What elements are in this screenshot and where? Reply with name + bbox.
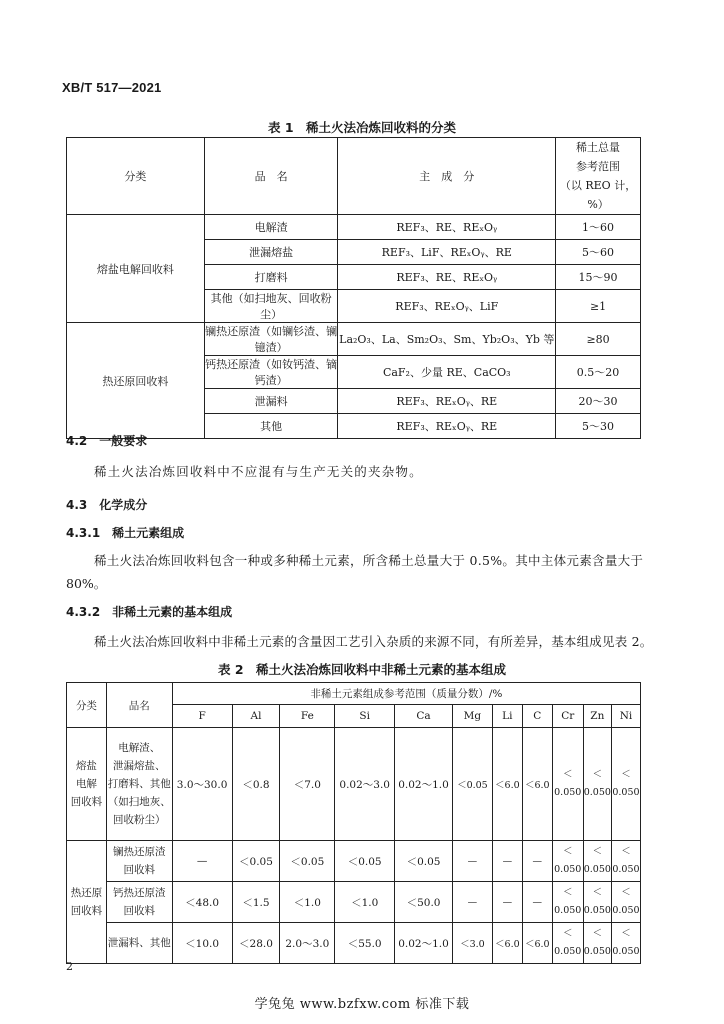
table1-comp-cell: CaF₂、少量 RE、CaCO₃ <box>338 356 556 389</box>
table2-name-cell: 钙热还原渣 回收料 <box>106 882 172 923</box>
table2-category-cell: 熔盐 电解 回收料 <box>67 728 107 841</box>
table2-value-cell: ＜ 0.050 <box>611 841 640 882</box>
table2-value-cell: ＜6.0 <box>492 923 522 964</box>
section-4-2-heading: 4.2 一般要求 <box>66 434 148 448</box>
table2-element-header: F <box>172 705 232 728</box>
table1-header-name: 品 名 <box>204 138 338 215</box>
table2-value-cell: — <box>492 841 522 882</box>
table-row <box>67 323 641 356</box>
table2-element-header: Cr <box>552 705 583 728</box>
table2-caption: 表 2 稀土火法冶炼回收料中非稀土元素的基本组成 <box>217 662 507 677</box>
table1-range-cell: ≥80 <box>556 323 641 356</box>
table2-value-cell: ＜28.0 <box>232 923 280 964</box>
table1 <box>66 137 641 439</box>
table2-value-cell: ＜0.05 <box>335 841 395 882</box>
table1-comp-cell: REF₃、LiF、REₓOᵧ、RE <box>338 240 556 265</box>
table1-name-cell: 钙热还原渣（如钕钙渣、镝钙渣） <box>204 356 338 389</box>
table1-comp-cell: REF₃、REₓOᵧ、RE <box>338 389 556 414</box>
table2-value-cell: ＜ 0.050 <box>611 923 640 964</box>
table2-element-header: Mg <box>452 705 492 728</box>
table2-element-header: Li <box>492 705 522 728</box>
table2-value-cell: ＜ 0.050 <box>583 882 611 923</box>
table2-value-cell: ＜1.0 <box>280 882 335 923</box>
table1-comp-cell: REF₃、RE、REₓOᵧ <box>338 265 556 290</box>
table2 <box>66 682 641 964</box>
table2-value-cell: ＜55.0 <box>335 923 395 964</box>
table2-value-cell: ＜ 0.050 <box>552 728 583 841</box>
table1-category-cell: 熔盐电解回收料 <box>67 215 205 323</box>
section-4-3-2-heading: 4.3.2 非稀土元素的基本组成 <box>66 605 233 619</box>
table2-header-span: 非稀土元素组成参考范围（质量分数）/% <box>172 683 640 705</box>
table1-range-cell: 0.5～20 <box>556 356 641 389</box>
table2-value-cell: ＜0.05 <box>452 728 492 841</box>
table2-value-cell: ＜ 0.050 <box>583 923 611 964</box>
table1-range-cell: 5～60 <box>556 240 641 265</box>
table-row <box>67 215 641 240</box>
table2-value-cell: ＜ 0.050 <box>611 882 640 923</box>
table1-name-cell: 其他 <box>204 414 338 439</box>
table2-value-cell: ＜ 0.050 <box>583 841 611 882</box>
table2-value-cell: ＜0.05 <box>395 841 453 882</box>
table1-name-cell: 其他（如扫地灰、回收粉尘） <box>204 290 338 323</box>
table2-value-cell: ＜50.0 <box>395 882 453 923</box>
table2-element-header: Al <box>232 705 280 728</box>
table2-header-category: 分类 <box>67 683 107 728</box>
table2-value-cell: ＜ 0.050 <box>552 882 583 923</box>
table2-name-cell: 电解渣、 泄漏熔盐、 打磨料、其他 （如扫地灰、 回收粉尘） <box>106 728 172 841</box>
section-4-3-1-heading: 4.3.1 稀土元素组成 <box>66 526 185 540</box>
table1-range-cell: 15～90 <box>556 265 641 290</box>
table2-name-cell: 镧热还原渣 回收料 <box>106 841 172 882</box>
table1-name-cell: 镧热还原渣（如镧钐渣、镧镱渣） <box>204 323 338 356</box>
table-row <box>67 728 641 841</box>
table-row <box>67 923 641 964</box>
table2-value-cell: 0.02～1.0 <box>395 923 453 964</box>
table1-range-cell: 20～30 <box>556 389 641 414</box>
table2-value-cell: ＜0.05 <box>280 841 335 882</box>
table1-comp-cell: REF₃、REₓOᵧ、RE <box>338 414 556 439</box>
table2-value-cell: ＜0.8 <box>232 728 280 841</box>
table2-element-header: C <box>522 705 552 728</box>
table1-header-category: 分类 <box>67 138 205 215</box>
table2-value-cell: — <box>172 841 232 882</box>
table2-value-cell: — <box>452 841 492 882</box>
table2-element-header: Zn <box>583 705 611 728</box>
table1-name-cell: 电解渣 <box>204 215 338 240</box>
table1-name-cell: 打磨料 <box>204 265 338 290</box>
table2-value-cell: 2.0～3.0 <box>280 923 335 964</box>
table1-header-range: 稀土总量 参考范围 （以 REO 计，%） <box>556 138 641 215</box>
section-4-3-heading: 4.3 化学成分 <box>66 498 148 512</box>
table2-value-cell: ＜ 0.050 <box>552 841 583 882</box>
table1-range-cell: 1～60 <box>556 215 641 240</box>
table1-header-composition: 主 成 分 <box>338 138 556 215</box>
section-4-2-text: 稀土火法冶炼回收料中不应混有与生产无关的夹杂物。 <box>94 464 423 479</box>
table2-element-header: Ni <box>611 705 640 728</box>
table-row <box>67 882 641 923</box>
table2-element-header: Fe <box>280 705 335 728</box>
table1-category-cell: 热还原回收料 <box>67 323 205 439</box>
table2-header-name: 品名 <box>106 683 172 728</box>
table2-element-header: Si <box>335 705 395 728</box>
table2-value-cell: ＜10.0 <box>172 923 232 964</box>
table1-range-cell: 5～30 <box>556 414 641 439</box>
table2-value-cell: 0.02～3.0 <box>335 728 395 841</box>
table1-name-cell: 泄漏熔盐 <box>204 240 338 265</box>
table2-value-cell: ＜1.0 <box>335 882 395 923</box>
table1-comp-cell: REF₃、REₓOᵧ、LiF <box>338 290 556 323</box>
table2-value-cell: ＜6.0 <box>522 728 552 841</box>
table2-name-cell: 泄漏料、其他 <box>106 923 172 964</box>
table2-value-cell: ＜3.0 <box>452 923 492 964</box>
section-4-3-2-text: 稀土火法冶炼回收料中非稀土元素的含量因工艺引入杂质的来源不同，有所差异，基本组成见表 2。 <box>94 634 653 649</box>
footer-watermark: 学兔兔 www.bzfxw.com 标准下载 <box>254 997 470 1012</box>
page-number: 2 <box>66 960 73 973</box>
document-code: XB/T 517—2021 <box>62 80 162 95</box>
table1-caption: 表 1 稀土火法冶炼回收料的分类 <box>267 120 457 135</box>
table2-category-cell: 热还原 回收料 <box>67 841 107 964</box>
table2-element-header: Ca <box>395 705 453 728</box>
table-row <box>67 841 641 882</box>
table1-comp-cell: REF₃、RE、REₓOᵧ <box>338 215 556 240</box>
table2-header-row <box>67 683 641 705</box>
table1-range-cell: ≥1 <box>556 290 641 323</box>
table2-value-cell: ＜0.05 <box>232 841 280 882</box>
table2-value-cell: ＜ 0.050 <box>552 923 583 964</box>
table2-value-cell: — <box>522 841 552 882</box>
table2-value-cell: 3.0～30.0 <box>172 728 232 841</box>
table1-header-row <box>67 138 641 215</box>
table2-value-cell: ＜7.0 <box>280 728 335 841</box>
table2-value-cell: ＜1.5 <box>232 882 280 923</box>
table2-value-cell: ＜ 0.050 <box>611 728 640 841</box>
table2-value-cell: ＜48.0 <box>172 882 232 923</box>
table2-value-cell: 0.02～1.0 <box>395 728 453 841</box>
table2-value-cell: ＜6.0 <box>522 923 552 964</box>
section-4-3-1-text-line2: 80%。 <box>66 576 107 591</box>
table2-value-cell: ＜ 0.050 <box>583 728 611 841</box>
table2-value-cell: — <box>452 882 492 923</box>
table2-value-cell: — <box>522 882 552 923</box>
section-4-3-1-text-line1: 稀土火法冶炼回收料包含一种或多种稀土元素，所含稀土总量大于 0.5%。其中主体元素含量大于 <box>94 553 644 568</box>
table1-comp-cell: La₂O₃、La、Sm₂O₃、Sm、Yb₂O₃、Yb 等 <box>338 323 556 356</box>
table2-value-cell: — <box>492 882 522 923</box>
table2-value-cell: ＜6.0 <box>492 728 522 841</box>
table1-name-cell: 泄漏料 <box>204 389 338 414</box>
